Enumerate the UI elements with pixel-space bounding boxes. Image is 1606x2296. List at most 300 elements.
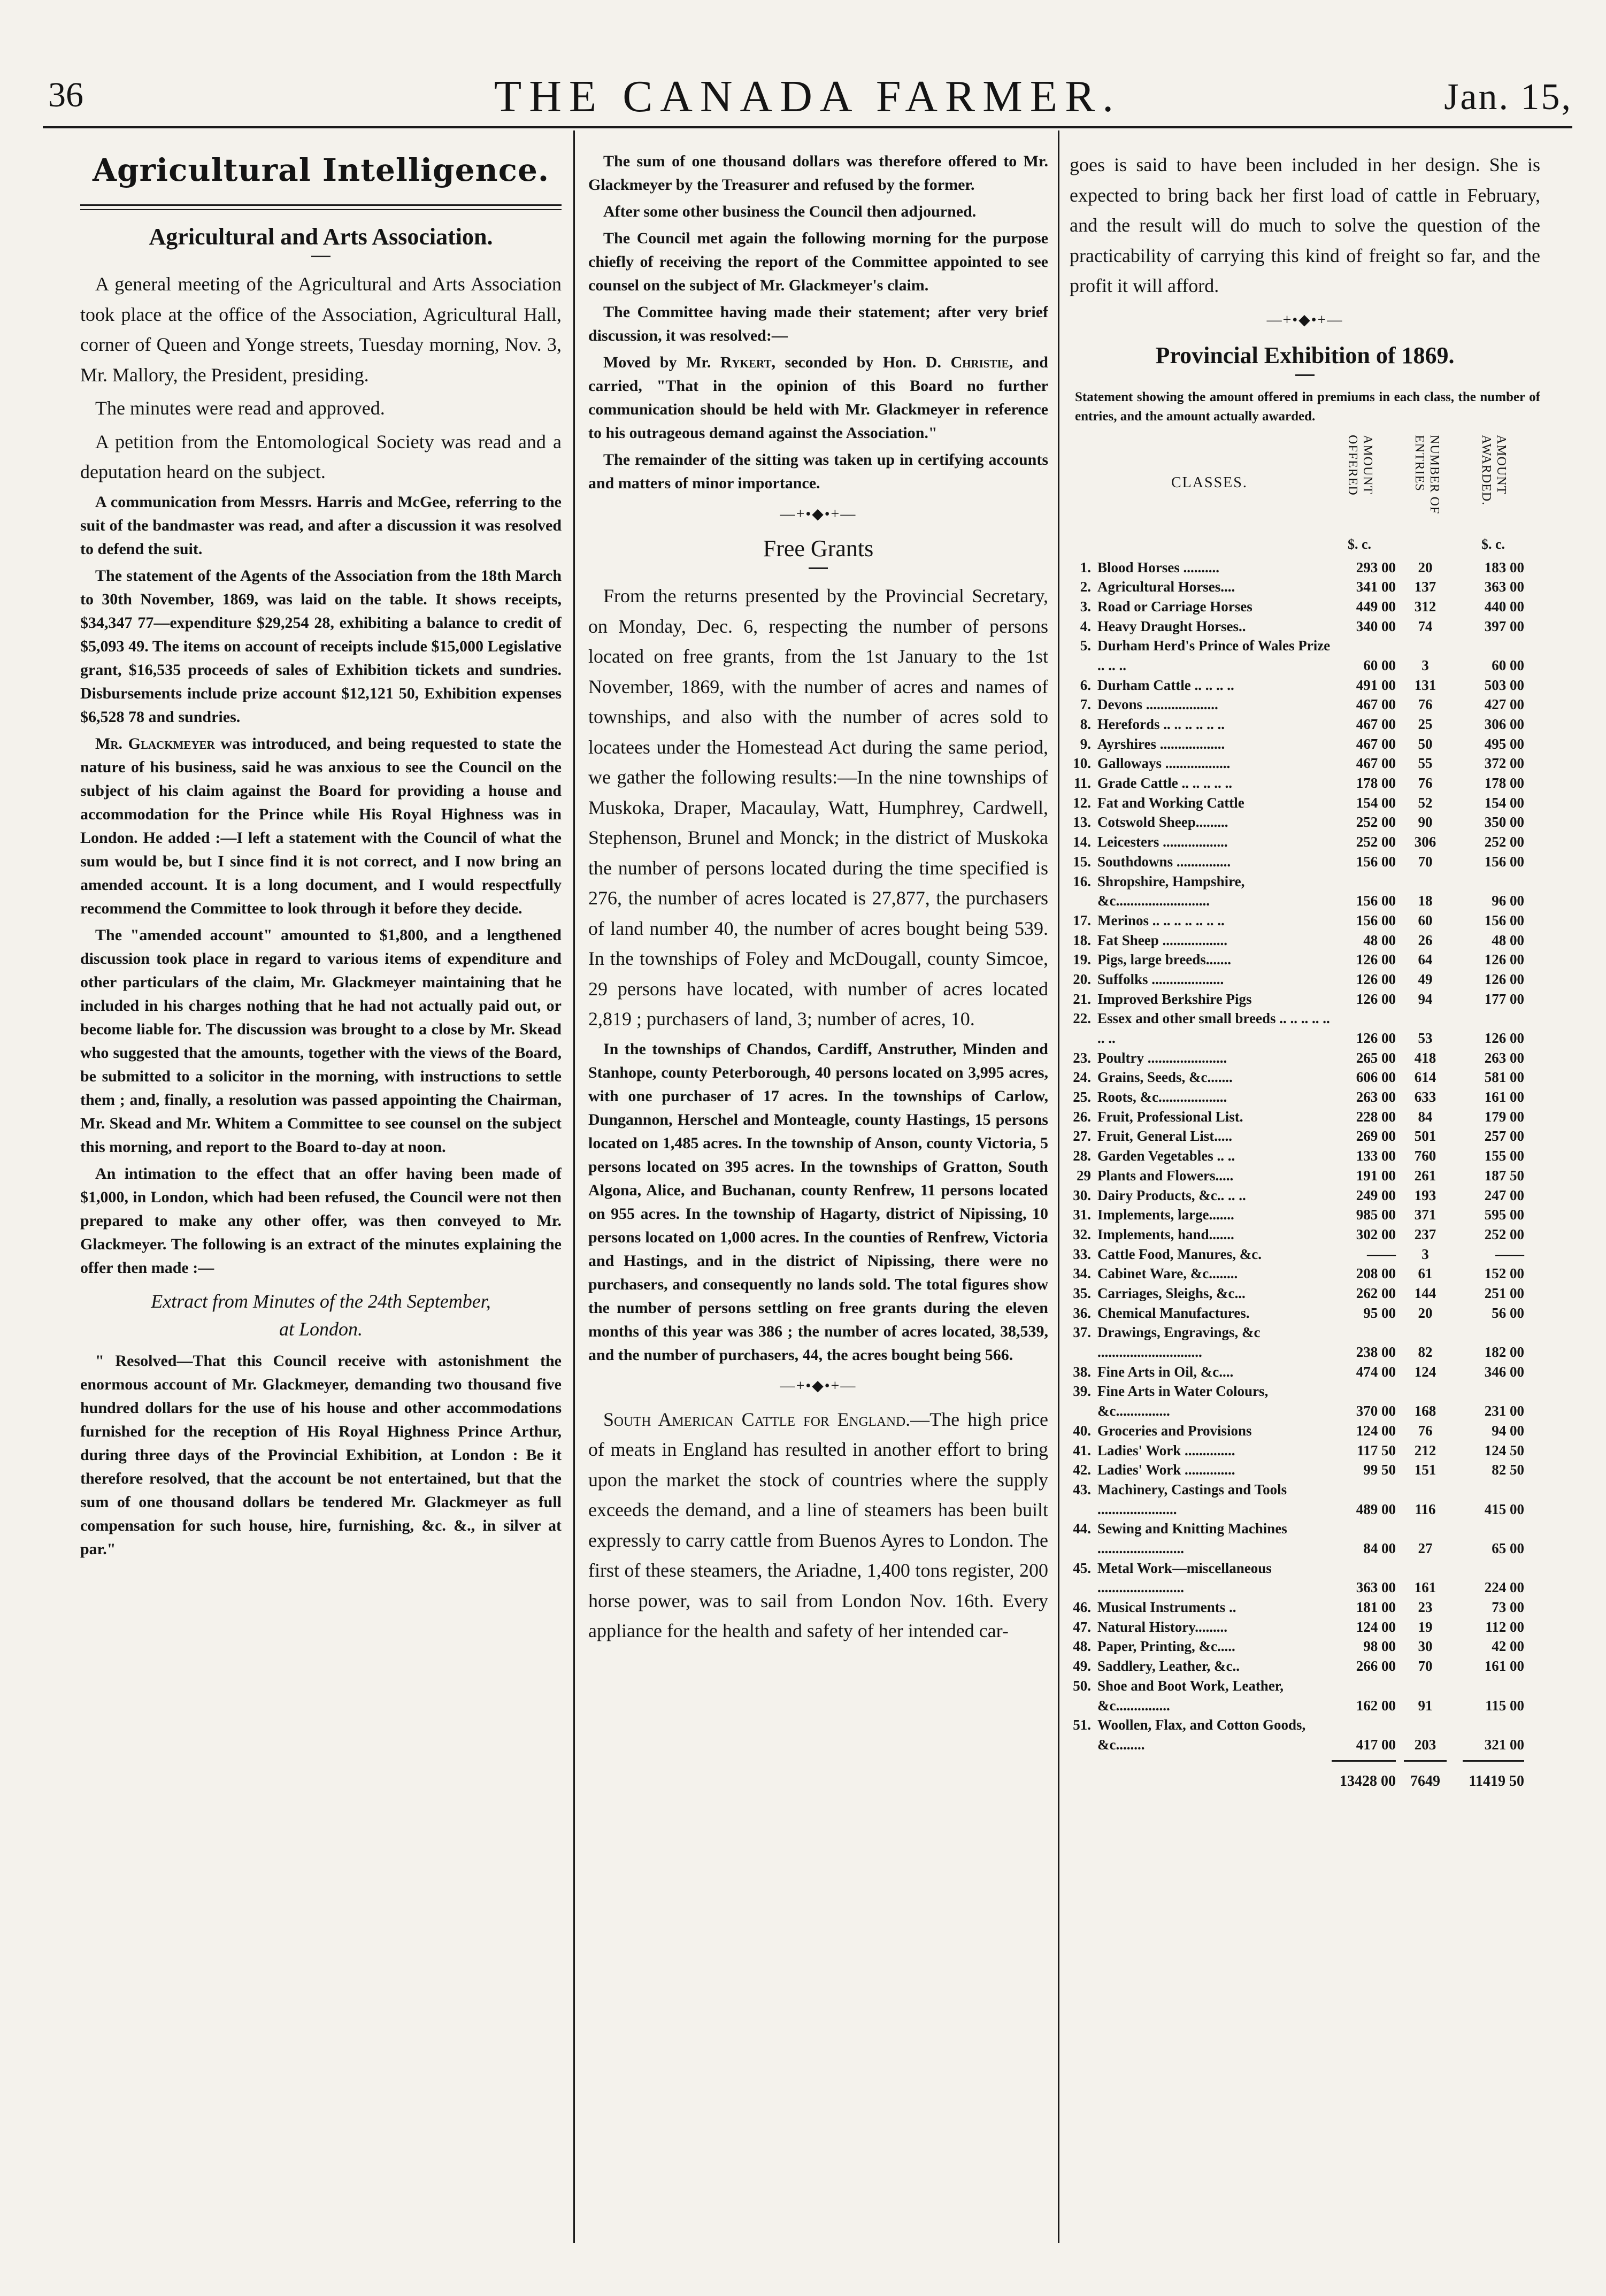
number-of-entries: 23: [1418, 1599, 1433, 1616]
table-row: [1070, 675, 1540, 695]
class-number: 51.: [1073, 1717, 1091, 1733]
table-row: [1070, 1421, 1540, 1441]
amount-awarded: 112 00: [1485, 1618, 1524, 1635]
table-row: [1070, 1009, 1540, 1048]
class-name: Improved Berkshire Pigs: [1097, 990, 1252, 1007]
table-row: [1070, 1656, 1540, 1676]
class-number: 1.: [1080, 559, 1091, 575]
paragraph: In the townships of Chandos, Cardiff, Anstruther, Minden and Stanhope, county Peterborough, 40 persons located on 3,995 acres, with one purchaser of 17 acres. In the townships of Carlow, Dungannon, Herschel and Monteagle, county Hastings, 15 persons located on 1,485 acres. In the township of Anson, county Victoria, 5 persons located on 395 acres. In the townships of Gratton, South Algona, Alice, and Buchanan, county Renfrew, 11 persons located on 955 acres. In the township of Hagarty, district of Nipissing, 10 persons located on 1,000 acres. In the counties of Renfrew, Victoria and Hastings, and in the district of Nipissing, there were no purchasers, and consequently no lands sold. The total figures show the number of persons settling on free grants during the eleven months of this year was 386 ; the number of acres located, 38,539, and the number of purchasers, 44, the acres bought being 566.: [588, 1040, 1048, 1364]
class-name: Implements, hand.......: [1097, 1226, 1234, 1242]
class-number: 6.: [1080, 677, 1091, 693]
paragraph: [588, 1404, 1048, 1646]
total-awarded: 11419 50: [1469, 1772, 1524, 1790]
table-row: [1070, 970, 1540, 989]
class-number: 19.: [1073, 951, 1091, 968]
number-of-entries: 90: [1418, 814, 1433, 831]
number-of-entries: 52: [1418, 794, 1433, 811]
class-name: Heavy Draught Horses..: [1097, 618, 1246, 634]
class-number: 25.: [1073, 1089, 1091, 1105]
class-number: 12.: [1073, 794, 1091, 811]
amount-awarded: 156 00: [1484, 853, 1524, 870]
column-3: [1070, 150, 1540, 1794]
number-of-entries: 26: [1418, 932, 1433, 948]
amount-awarded: 115 00: [1485, 1697, 1524, 1714]
article-title-free-grants: Free Grants: [763, 535, 874, 562]
amount-offered: 117 50: [1357, 1442, 1396, 1458]
table-row: [1070, 715, 1540, 734]
class-number: 40.: [1073, 1422, 1091, 1439]
amount-awarded: 251 00: [1484, 1285, 1524, 1301]
amount-awarded: 321 00: [1484, 1736, 1524, 1753]
amount-offered: 269 00: [1356, 1128, 1396, 1145]
amount-awarded: 154 00: [1484, 794, 1524, 811]
issue-date: Jan. 15,: [1444, 76, 1572, 118]
masthead-rule-2: [80, 209, 562, 210]
table-row: [1070, 773, 1540, 793]
paragraph: The remainder of the sitting was taken up in certifying accounts and matters of minor importance.: [588, 451, 1048, 492]
paragraph: [588, 351, 1048, 445]
class-name: Pigs, large breeds.......: [1097, 951, 1231, 968]
amount-offered: 238 00: [1356, 1344, 1396, 1361]
amount-awarded: 495 00: [1484, 735, 1524, 752]
number-of-entries: 70: [1418, 853, 1433, 870]
class-name: Cotswold Sheep.........: [1097, 814, 1228, 831]
number-of-entries: 20: [1418, 1304, 1433, 1321]
amount-awarded: 155 00: [1484, 1148, 1524, 1164]
amount-awarded: 252 00: [1484, 1226, 1524, 1242]
table-row: [1070, 1284, 1540, 1303]
number-of-entries: 49: [1418, 971, 1433, 987]
amount-awarded: 595 00: [1484, 1207, 1524, 1223]
amount-offered: 48 00: [1363, 932, 1396, 948]
number-of-entries: 371: [1414, 1207, 1436, 1223]
class-number: 26.: [1073, 1108, 1091, 1125]
number-of-entries: 55: [1418, 755, 1433, 772]
class-number: 28.: [1073, 1148, 1091, 1164]
table-row: [1070, 1225, 1540, 1245]
amount-offered: 228 00: [1356, 1108, 1396, 1125]
table-row: [1070, 1558, 1540, 1598]
number-of-entries: 25: [1418, 716, 1433, 733]
amount-offered: 293 00: [1356, 559, 1396, 575]
number-of-entries: 124: [1414, 1363, 1436, 1380]
class-number: 33.: [1073, 1246, 1091, 1262]
table-header: [1070, 429, 1540, 536]
class-number: 9.: [1080, 735, 1091, 752]
amount-awarded: 183 00: [1484, 559, 1524, 575]
class-name: Devons ....................: [1097, 696, 1218, 713]
table-row: [1070, 1048, 1540, 1068]
class-number: 42.: [1073, 1462, 1091, 1478]
paragraph: The "amended account" amounted to $1,800, and a lengthened discussion took place in regard to various items of expenditure and other particulars of the claim, Mr. Glackmeyer maintaining that he included in his charges nothing that he had not actually paid out, or become liable for. The discussion was brought to a close by Mr. Skead who suggested that the amounts, together with the views of the Board, be submitted to a solicitor in the morning, with instructions to settle them ; and, finally, a resolution was passed appointing the Chairman, Mr. Skead and Mr. Whitem a Committee to see counsel on the subject this morning, and report to the Board to-day at noon.: [80, 926, 562, 1156]
amount-awarded: 161 00: [1484, 1658, 1524, 1675]
class-number: 10.: [1073, 755, 1091, 772]
class-name: Fat and Working Cattle: [1097, 794, 1244, 811]
amount-offered: 98 00: [1363, 1638, 1396, 1655]
number-of-entries: 116: [1415, 1501, 1436, 1517]
page-header: [43, 71, 1572, 122]
class-number: 18.: [1073, 932, 1091, 948]
class-number: 49.: [1073, 1658, 1091, 1675]
amount-awarded: 73 00: [1492, 1599, 1524, 1616]
amount-awarded: 126 00: [1484, 1030, 1524, 1047]
class-number: 39.: [1073, 1383, 1091, 1400]
amount-awarded: 179 00: [1484, 1108, 1524, 1125]
class-number: 14.: [1073, 834, 1091, 850]
amount-offered: 126 00: [1356, 951, 1396, 968]
extract-title-line: at London.: [279, 1318, 363, 1340]
table-row: [1070, 1087, 1540, 1107]
class-number: 32.: [1073, 1226, 1091, 1242]
amount-offered: 126 00: [1356, 971, 1396, 987]
title-dash: [1295, 374, 1315, 376]
class-name: Grade Cattle .. .. .. .. ..: [1097, 775, 1232, 792]
amount-awarded: 263 00: [1484, 1049, 1524, 1066]
table-units: [1070, 536, 1540, 558]
amount-offered: 340 00: [1356, 618, 1396, 634]
total-entries: 7649: [1410, 1772, 1440, 1790]
paragraph: A petition from the Entomological Society was read and a deputation heard on the subject.: [80, 431, 562, 482]
header-rule: [43, 126, 1572, 128]
class-name: Fat Sheep ..................: [1097, 932, 1227, 948]
class-name: Groceries and Provisions: [1097, 1422, 1252, 1439]
class-number: 45.: [1073, 1560, 1091, 1576]
class-number: 2.: [1080, 579, 1091, 595]
column-header-classes: CLASSES.: [1171, 474, 1248, 491]
paragraph: The minutes were read and approved.: [95, 397, 385, 419]
paragraph: The sum of one thousand dollars was therefore offered to Mr. Glackmeyer by the Treasurer and refused by the former.: [588, 152, 1048, 194]
article-title-provincial-exhibition: Provincial Exhibition of 1869.: [1155, 342, 1455, 368]
amount-awarded: 126 00: [1484, 951, 1524, 968]
class-name: Cabinet Ware, &c........: [1097, 1265, 1238, 1282]
section-ornament: —+•◆•+—: [1266, 311, 1343, 328]
amount-offered: 474 00: [1356, 1363, 1396, 1380]
amount-awarded: 161 00: [1484, 1089, 1524, 1105]
column-header-offered: AMOUNT OFFERED: [1346, 434, 1374, 496]
number-of-entries: 82: [1418, 1344, 1433, 1361]
class-name: Musical Instruments ..: [1097, 1599, 1236, 1616]
amount-awarded: 124 50: [1484, 1442, 1524, 1458]
class-name: Implements, large.......: [1097, 1207, 1234, 1223]
number-of-entries: 193: [1414, 1187, 1436, 1203]
amount-awarded: 503 00: [1484, 677, 1524, 693]
class-name: Chemical Manufactures.: [1097, 1304, 1250, 1321]
paragraph: From the returns presented by the Provincial Secretary, on Monday, Dec. 6, respecting the number of persons located on free grants, from the 1st January to the 1st November, 1869, with the number of acres and names of townships, and also with the number of acres sold to locatees under the Homestead Act during the same period, we gather the following results:—In the nine townships of Muskoka, Draper, Macaulay, Watt, Humphrey, Cardwell, Stephenson, Brunel and Monck; in the district of Muskoka the number of persons located during the time specified is 276, the number of acres located is 27,877, the purchasers of land number 40, the number of acres bought being 539. In the townships of Foley and McDougall, county Simcoe, 29 persons have located, with number of acres located 2,819 ; purchasers of land, 3; number of acres, 10.: [588, 585, 1048, 1030]
paragraph: After some other business the Council then adjourned.: [603, 203, 977, 220]
amount-awarded: 94 00: [1492, 1422, 1524, 1439]
class-number: 47.: [1073, 1618, 1091, 1635]
number-of-entries: 501: [1414, 1128, 1436, 1145]
class-number: 3.: [1080, 598, 1091, 615]
table-row: [1070, 1598, 1540, 1617]
table-row: [1070, 1245, 1540, 1264]
amount-awarded: 82 50: [1492, 1462, 1524, 1478]
amount-offered: 156 00: [1356, 912, 1396, 928]
article-lead-title: South American Cattle for England.: [603, 1408, 911, 1430]
amount-offered: 985 00: [1356, 1207, 1396, 1223]
class-number: 43.: [1073, 1481, 1091, 1498]
amount-awarded: 182 00: [1484, 1344, 1524, 1361]
class-number: 44.: [1073, 1521, 1091, 1537]
amount-offered: 156 00: [1356, 893, 1396, 909]
class-name: Saddlery, Leather, &c..: [1097, 1658, 1240, 1675]
table-row: [1070, 734, 1540, 754]
section-ornament: —+•◆•+—: [780, 1377, 857, 1394]
table-row: [1070, 1107, 1540, 1127]
amount-offered: 162 00: [1356, 1697, 1396, 1714]
class-name: Drawings, Engravings, &c .............................: [1097, 1324, 1261, 1361]
class-name: Herefords .. .. .. .. .. ..: [1097, 716, 1225, 733]
class-number: 24.: [1073, 1069, 1091, 1086]
paragraph: A communication from Messrs. Harris and McGee, referring to the suit of the bandmaster was read, and after a discussion it was resolved to defend the suit.: [80, 493, 562, 558]
table-row: [1070, 950, 1540, 970]
paragraph: The Committee having made their statement; after very brief discussion, it was resolved:—: [588, 303, 1048, 344]
table-row: [1070, 1617, 1540, 1637]
table-row: [1070, 812, 1540, 832]
class-name: Blood Horses ..........: [1097, 559, 1220, 575]
table-row: [1070, 852, 1540, 872]
amount-offered: 467 00: [1356, 696, 1396, 713]
class-number: 23.: [1073, 1049, 1091, 1066]
page-number: 36: [48, 75, 83, 114]
person-name: Rykert: [720, 354, 772, 371]
class-name: Road or Carriage Horses: [1097, 598, 1252, 615]
number-of-entries: 212: [1414, 1442, 1436, 1458]
class-name: Garden Vegetables .. ..: [1097, 1148, 1235, 1164]
table-row: [1070, 1205, 1540, 1225]
class-name: Roots, &c...................: [1097, 1089, 1227, 1105]
table-row: [1070, 793, 1540, 813]
amount-offered: 302 00: [1356, 1226, 1396, 1242]
number-of-entries: 84: [1418, 1108, 1433, 1125]
column-divider-1: [573, 130, 575, 2243]
table-totals: [1070, 1773, 1540, 1794]
class-name: Ladies' Work ..............: [1097, 1462, 1235, 1478]
number-of-entries: 3: [1421, 657, 1429, 673]
section-ornament: —+•◆•+—: [780, 506, 857, 523]
paragraph-text: —The high price of meats in England has resulted in another effort to bring upon the market the stock of countries where the supply exceeds the demand, and a line of steamers has been built expressly to carry cattle from Buenos Ayres to London. The first of these steamers, the Ariadne, 1,400 tons register, 200 horse power, was to sail from London Nov. 16th. Every appliance for the health and safety of her intended car-: [588, 1408, 1048, 1641]
class-name: Essex and other small breeds .. .. .. .. .. .. ..: [1097, 1010, 1330, 1047]
class-name: Plants and Flowers.....: [1097, 1167, 1234, 1184]
paragraph-text: , seconded by Hon. D.: [771, 354, 951, 371]
amount-offered: 126 00: [1356, 990, 1396, 1007]
amount-awarded: 187 50: [1484, 1167, 1524, 1184]
table-row: [1070, 1303, 1540, 1323]
number-of-entries: 19: [1418, 1618, 1433, 1635]
paragraph: The Council met again the following morning for the purpose chiefly of receiving the report of the Committee appointed to see counsel on the subject of Mr. Glackmeyer's claim.: [588, 229, 1048, 294]
table-row: [1070, 695, 1540, 715]
class-name: Machinery, Castings and Tools ......................: [1097, 1481, 1287, 1517]
amount-awarded: 363 00: [1484, 579, 1524, 595]
column-header-entries: NUMBER OF ENTRIES: [1412, 434, 1441, 514]
amount-offered: 449 00: [1356, 598, 1396, 615]
class-number: 5.: [1080, 638, 1091, 654]
number-of-entries: 64: [1418, 951, 1433, 968]
class-name: Merinos .. .. .. .. .. .. ..: [1097, 912, 1225, 928]
class-number: 46.: [1073, 1599, 1091, 1616]
amount-offered: 467 00: [1356, 735, 1396, 752]
amount-awarded: 48 00: [1492, 932, 1524, 948]
class-name: Paper, Printing, &c.....: [1097, 1638, 1235, 1655]
table-row: [1070, 1460, 1540, 1480]
class-name: Woollen, Flax, and Cotton Goods, &c........: [1097, 1717, 1306, 1753]
amount-offered: ——: [1367, 1246, 1396, 1262]
amount-offered: 467 00: [1356, 755, 1396, 772]
amount-offered: 154 00: [1356, 794, 1396, 811]
amount-offered: 467 00: [1356, 716, 1396, 733]
number-of-entries: 76: [1418, 775, 1433, 792]
amount-awarded: 397 00: [1484, 618, 1524, 634]
amount-offered: 126 00: [1356, 1030, 1396, 1047]
amount-awarded: 65 00: [1492, 1540, 1524, 1556]
person-name: Mr. Glackmeyer: [95, 734, 215, 752]
table-row: [1070, 1146, 1540, 1166]
amount-offered: 489 00: [1356, 1501, 1396, 1517]
number-of-entries: 94: [1418, 990, 1433, 1007]
amount-offered: 252 00: [1356, 814, 1396, 831]
class-name: Cattle Food, Manures, &c.: [1097, 1246, 1262, 1262]
class-name: Southdowns ...............: [1097, 853, 1231, 870]
table-row: [1070, 636, 1540, 675]
class-number: 16.: [1073, 873, 1091, 889]
amount-offered: 156 00: [1356, 853, 1396, 870]
class-name: Fine Arts in Water Colours, &c...............: [1097, 1383, 1269, 1419]
paragraph-text: Moved by Mr.: [603, 354, 720, 371]
amount-awarded: 257 00: [1484, 1128, 1524, 1145]
class-number: 21.: [1073, 990, 1091, 1007]
amount-offered: 606 00: [1356, 1069, 1396, 1086]
amount-offered: 208 00: [1356, 1265, 1396, 1282]
paragraph: " Resolved—That this Council receive with astonishment the enormous account of Mr. Glackmeyer, demanding two thousand five hundred dollars for the use of his house and other accommodations furnished for the reception of His Royal Highness Prince Arthur, during three days of the Provincial Exhibition, at London : Be it therefore resolved, that the account be not entertained, but that the sum of one thousand dollars be tendered Mr. Glackmeyer as full compensation for such house, hire, furnishing, &c. &., in silver at par.": [80, 1352, 562, 1558]
class-name: Sewing and Knitting Machines ........................: [1097, 1521, 1287, 1556]
paragraph-text: was introduced, and being requested to state the nature of his business, said he was anxious to see the Council on the subject of his claim against the Board for providing a house and accommodation for the Prince while His Royal Highness was in London. He added :—I left a statement with the Council of what the sum would be, but I since find it is not correct, and I now bring an amended account. It is a long document, and I would respectfully recommend the Committee to look through it before they decide.: [80, 734, 562, 917]
column-2: [588, 150, 1048, 1649]
class-name: Ayrshires ..................: [1097, 735, 1225, 752]
class-number: 8.: [1080, 716, 1091, 733]
class-name: Poultry ......................: [1097, 1049, 1227, 1066]
paragraph: An intimation to the effect that an offer having been made of $1,000, in London, which had been refused, the Council were not then prepared to make any other offer, was then conveyed to Mr. Glackmeyer. The following is an extract of the minutes explaining the offer then made :—: [80, 1164, 562, 1277]
class-name: Natural History.........: [1097, 1618, 1227, 1635]
amount-awarded: 415 00: [1484, 1501, 1524, 1517]
table-body: [1070, 558, 1540, 1755]
table-row: [1070, 597, 1540, 617]
class-number: 48.: [1073, 1638, 1091, 1655]
amount-offered: 178 00: [1356, 775, 1396, 792]
table-row: [1070, 1676, 1540, 1715]
title-dash: [311, 256, 331, 257]
class-number: 41.: [1073, 1442, 1091, 1458]
class-name: Carriages, Sleighs, &c...: [1097, 1285, 1246, 1301]
paragraph: goes is said to have been included in her design. She is expected to bring back her first load of cattle in February, and the result will do much to solve the question of the practicability of carrying this kind of freight so far, and the profit it will afford.: [1070, 154, 1540, 296]
number-of-entries: 614: [1414, 1069, 1436, 1086]
amount-awarded: ——: [1495, 1246, 1524, 1262]
amount-offered: 266 00: [1356, 1658, 1396, 1675]
table-row: [1070, 617, 1540, 636]
total-offered: 13428 00: [1340, 1772, 1396, 1790]
number-of-entries: 91: [1418, 1697, 1433, 1714]
class-name: Durham Herd's Prince of Wales Prize .. .. ..: [1097, 638, 1331, 673]
paragraph: A general meeting of the Agricultural and Arts Association took place at the office of the Association, Agricultural Hall, corner of Queen and Yonge streets, Tuesday morning, Nov. 3, Mr. Mallory, the President, presiding.: [80, 273, 562, 386]
amount-offered: 124 00: [1356, 1618, 1396, 1635]
number-of-entries: 161: [1414, 1579, 1436, 1596]
class-name: Dairy Products, &c.. .. ..: [1097, 1187, 1246, 1203]
number-of-entries: 144: [1414, 1285, 1436, 1301]
number-of-entries: 61: [1418, 1265, 1433, 1282]
class-name: Grains, Seeds, &c.......: [1097, 1069, 1233, 1086]
number-of-entries: 30: [1418, 1638, 1433, 1655]
amount-awarded: 231 00: [1484, 1403, 1524, 1419]
amount-awarded: 177 00: [1484, 990, 1524, 1007]
class-number: 34.: [1073, 1265, 1091, 1282]
amount-offered: 252 00: [1356, 834, 1396, 850]
table-row: [1070, 1362, 1540, 1382]
class-number: 35.: [1073, 1285, 1091, 1301]
class-name: Fine Arts in Oil, &c....: [1097, 1363, 1234, 1380]
class-number: 50.: [1073, 1677, 1091, 1694]
extract-title-line: Extract from Minutes of the 24th September,: [151, 1290, 491, 1312]
class-name: Shropshire, Hampshire, &c..........................: [1097, 873, 1245, 909]
class-number: 13.: [1073, 814, 1091, 831]
number-of-entries: 76: [1418, 1422, 1433, 1439]
unit-awarded: $. c.: [1481, 536, 1505, 552]
number-of-entries: 18: [1418, 893, 1433, 909]
class-number: 15.: [1073, 853, 1091, 870]
class-name: Agricultural Horses....: [1097, 579, 1235, 595]
amount-awarded: 126 00: [1484, 971, 1524, 987]
class-number: 4.: [1080, 618, 1091, 634]
class-name: Galloways ..................: [1097, 755, 1231, 772]
class-number: 29: [1077, 1167, 1091, 1184]
premium-table: [1070, 429, 1540, 1794]
number-of-entries: 137: [1414, 579, 1436, 595]
amount-awarded: 156 00: [1484, 912, 1524, 928]
class-name: Metal Work—miscellaneous ........................: [1097, 1560, 1272, 1596]
number-of-entries: 76: [1418, 696, 1433, 713]
number-of-entries: 151: [1414, 1462, 1436, 1478]
paragraph-text: , and carried, "That in the opinion of this Board no further communication should be held with Mr. Glackmeyer in reference to his outrageous demand against the Association.": [588, 354, 1048, 442]
number-of-entries: 203: [1414, 1736, 1436, 1753]
class-number: 11.: [1073, 775, 1091, 792]
class-name: Durham Cattle .. .. .. ..: [1097, 677, 1234, 693]
table-row: [1070, 911, 1540, 931]
number-of-entries: 760: [1414, 1148, 1436, 1164]
class-number: 17.: [1073, 912, 1091, 928]
amount-offered: 265 00: [1356, 1049, 1396, 1066]
number-of-entries: 306: [1414, 834, 1436, 850]
number-of-entries: 74: [1418, 618, 1433, 634]
paragraph: The statement of the Agents of the Association from the 18th March to 30th November, 1869, was laid on the table. It shows receipts, $34,347 77—expenditure $29,254 28, exhibiting a balance to credit of $5,093 49. The items on account of receipts include $15,000 Legislative grant, $16,535 proceeds of sales of Exhibition tickets and sundries. Disbursements include prize account $12,121 50, Exhibition expenses $6,528 78 and sundries.: [80, 566, 562, 726]
amount-awarded: 306 00: [1484, 716, 1524, 733]
class-number: 27.: [1073, 1128, 1091, 1145]
column-1: [80, 150, 562, 1564]
amount-offered: 60 00: [1363, 657, 1396, 673]
table-row: [1070, 1323, 1540, 1362]
number-of-entries: 60: [1418, 912, 1433, 928]
table-row: [1070, 1264, 1540, 1284]
masthead-rule: [80, 204, 562, 206]
table-intro: Statement showing the amount offered in premiums in each class, the number of entries, and the amount actually awarded.: [1075, 389, 1540, 424]
totals-rule: [1070, 1755, 1540, 1773]
number-of-entries: 131: [1414, 677, 1436, 693]
table-row: [1070, 577, 1540, 597]
class-number: 31.: [1073, 1207, 1091, 1223]
class-number: 38.: [1073, 1363, 1091, 1380]
class-name: Suffolks ....................: [1097, 971, 1224, 987]
amount-awarded: 440 00: [1484, 598, 1524, 615]
person-name: Christie: [950, 354, 1009, 371]
table-row: [1070, 558, 1540, 578]
class-number: 36.: [1073, 1304, 1091, 1321]
